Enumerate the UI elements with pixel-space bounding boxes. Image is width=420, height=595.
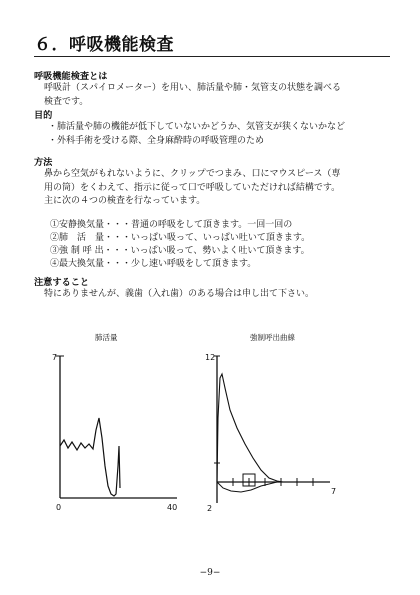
section-body-method bbox=[44, 168, 390, 209]
right-chart-x-max: 7 bbox=[331, 487, 337, 496]
section-heading-about: 呼吸機能検査とは bbox=[34, 71, 108, 82]
test-item-4: ④最大換気量・・・少し速い呼吸をして頂きます。 bbox=[50, 259, 257, 269]
test-item-3: ③強 制 呼 出・・・いっぱい吸って、勢いよく吐いて頂きます。 bbox=[50, 246, 310, 256]
about-line-1: 呼吸計（スパイロメーター）を用い、肺活量や肺・気管支の状態を調べる bbox=[44, 83, 342, 93]
purpose-line-2: ・外科手術を受ける際、全身麻酔時の呼吸管理のため bbox=[48, 135, 265, 146]
left-chart-y-max: 7 bbox=[52, 353, 58, 362]
method-line-3: 主に次の４つの検査を行なっています。 bbox=[44, 196, 206, 206]
page-number: −9− bbox=[199, 568, 221, 578]
test-item-1: ①安静換気量・・・普通の呼吸をして頂きます。一回一回の bbox=[50, 220, 293, 230]
section-body-purpose bbox=[48, 121, 394, 148]
vital-capacity-trace bbox=[60, 418, 120, 496]
vital-capacity-chart bbox=[52, 348, 187, 518]
about-line-2: 検査です。 bbox=[44, 96, 89, 107]
purpose-line-1: ・肺活量や肺の機能が低下していないかどうか、気管支が狭くないかなど bbox=[48, 122, 346, 132]
test-list bbox=[50, 219, 395, 271]
left-chart-title: 肺活量 bbox=[95, 333, 118, 342]
method-line-2: 用の筒）をくわえて、指示に従って口で呼吸していただければ結構です。 bbox=[44, 182, 341, 193]
section-body-notes bbox=[44, 288, 390, 302]
right-chart-y-min: 2 bbox=[207, 504, 213, 513]
section-heading-method: 方法 bbox=[34, 157, 53, 168]
section-body-about bbox=[44, 82, 390, 109]
right-chart-ticks bbox=[214, 356, 313, 486]
right-chart-title: 強制呼出曲線 bbox=[250, 333, 295, 342]
left-chart-x-max: 40 bbox=[167, 503, 178, 512]
right-chart-y-max: 12 bbox=[205, 353, 216, 362]
notes-line-1: 特にありませんが、義歯（入れ歯）のある場合は申し出て下さい。 bbox=[44, 289, 315, 299]
method-line-1: 鼻から空気がもれないように、クリップでつまみ、口にマウスピース（専 bbox=[44, 169, 341, 179]
section-heading-purpose: 目的 bbox=[34, 110, 53, 121]
title-rule bbox=[34, 56, 390, 57]
left-chart-x-min: 0 bbox=[56, 503, 62, 512]
forced-expiration-chart bbox=[205, 348, 345, 518]
inspiratory-curve bbox=[217, 482, 277, 492]
expiratory-curve bbox=[217, 374, 283, 482]
page-title: ６．呼吸機能検査 bbox=[34, 35, 174, 55]
test-item-2: ②肺 活 量・・・いっぱい吸って、いっぱい吐いて頂きます。 bbox=[50, 233, 311, 243]
section-heading-notes: 注意すること bbox=[34, 277, 90, 288]
